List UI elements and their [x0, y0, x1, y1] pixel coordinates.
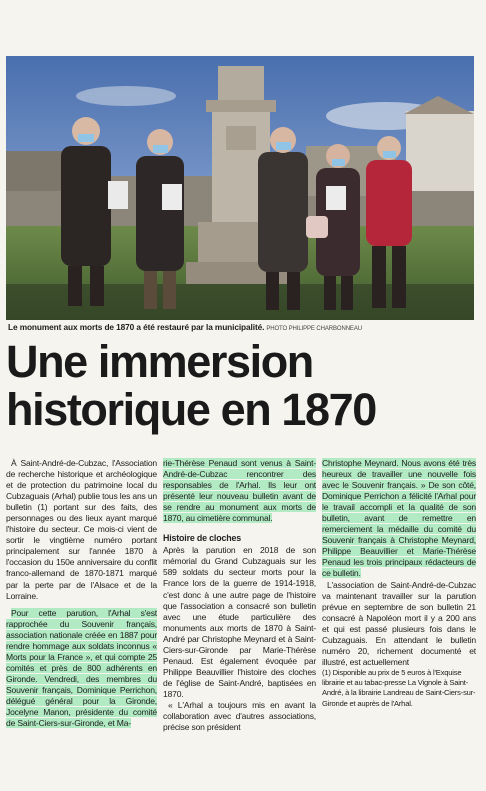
paragraph: À Saint-André-de-Cubzac, l'Association de recherche historique et archéologique et de protection du patrimoine local du Cubzaguais (Arhal) publie tous les ans un bulletin (1) portant sur des faits, des personnages ou des lieux ayant marqué l'histoire du secteur. Ce mois-ci vient de sortir le vingtième numéro portant principalement sur l'année 1870 à l'occasion du 150e anniversaire du conflit franco-allemand de 1870-1871 marqué par la perte par de l'Alsace et de la Lorraine. [6, 458, 157, 601]
paragraph: Après la parution en 2018 de son mémorial du Grand Cubzaguais sur les 589 soldats du secteur morts pour la France lors de la guerre de 1914-1918, c'est donc à une autre page de l'histoire que l'association a consacré son bulletin avec une étude particulière des monuments aux morts de 1870 à Saint-André par Christophe Meynard et à Saint-Ciers-sur-Gironde par Marie-Thérèse Penaud. Est également évoquée par Philippe Beauvillier l'histoire des cloches de l'église de Saint-André, baptisées en 1870. [163, 545, 316, 699]
highlighted-text: Pour cette parution, l'Arhal s'est rapprochée du Souvenir français, association nationale créée en 1887 pour rendre hommage aux soldats inconnus « Morts pour la France », et qui compte 25 comités et près de 800 adhérents en Gironde. Vendredi, des membres du Souvenir français, Dominique Perrichon, délégué général pour la Gironde, Jocelyne Manon, présidente du comité de Saint-Ciers-sur-Gironde, et Ma- [6, 607, 157, 729]
footnote: (1) Disponible au prix de 5 euros à l'Exquise librairie et au tabac-presse La Vignole à Saint-André, à la librairie Landreau de Saint-Ciers-sur-Gironde et auprès de l'Arhal. [322, 667, 476, 708]
article-column-2 [163, 458, 316, 733]
paragraph: « L'Arhal a toujours mis en avant la collaboration avec d'autres associations, précise son président [163, 699, 316, 733]
article-column-3 [322, 458, 476, 709]
paragraph-highlighted [6, 608, 157, 730]
monument-photo [6, 56, 474, 320]
headline-line-2: historique en 1870 [6, 384, 376, 435]
article-headline [6, 338, 476, 434]
photo-caption [8, 322, 478, 332]
article-column-1 [6, 458, 157, 729]
paragraph-highlighted [322, 458, 476, 580]
paragraph-highlighted [163, 458, 316, 524]
article-photo [6, 56, 474, 320]
photo-credit: PHOTO PHILIPPE CHARBONNEAU [266, 326, 362, 332]
section-subheading: Histoire de cloches [163, 533, 241, 544]
highlighted-text: Christophe Meynard. Nous avons été très heureux de travailler une nouvelle fois avec le Souvenir français. » De son côté, Dominique Perrichon a félicité l'Arhal pour le travail accompli et la qualité de son bulletin, avant de remettre en remerciement la médaille du comité du Souvenir français à Christophe Meynard, Philippe Beauvillier et Marie-Thérèse Penaud les trois principaux rédacteurs de ce bulletin. [322, 458, 476, 579]
paragraph: L'association de Saint-André-de-Cubzac va maintenant travailler sur la parution prévue en septembre de son bulletin 21 consacré à Napoléon mort il y a 200 ans et qui est passé plusieurs fois dans le Cubzaguais. En attendant le bulletin numéro 20, richement documenté et illustré, est actuellement [322, 579, 476, 667]
caption-text: Le monument aux morts de 1870 a été restauré par la municipalité. [8, 322, 265, 332]
headline-line-1: Une immersion [6, 336, 313, 387]
highlighted-text: rie-Thérèse Penaud sont venus à Saint-André-de-Cubzac rencontrer des responsables de l'Arhal. Ils leur ont présenté leur nouveau bulletin avant de se rendre au monument aux morts de 1870, au cimetière communal. [163, 458, 316, 524]
